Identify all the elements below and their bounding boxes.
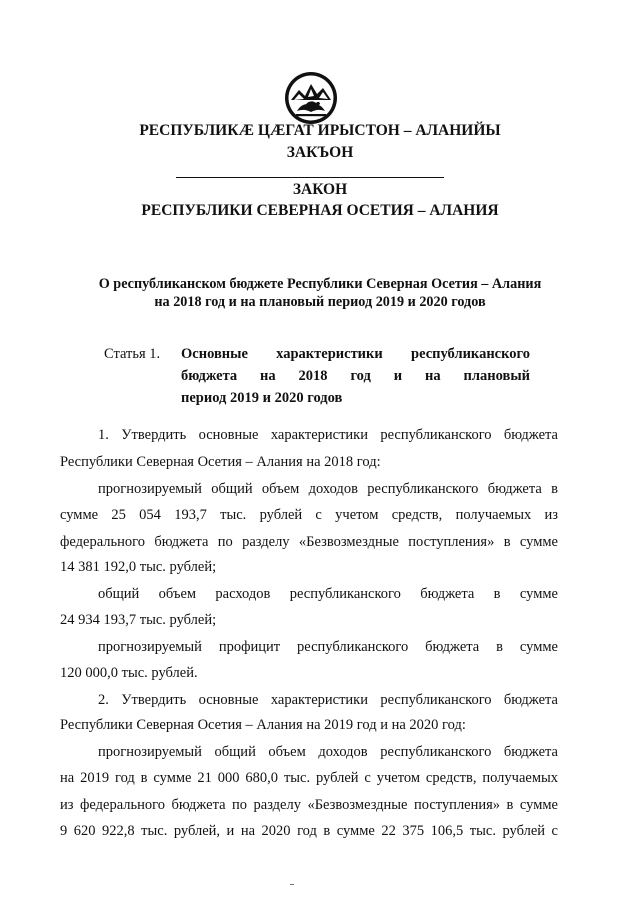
body-line: прогнозируемый общий объем доходов республиканского бюджета в <box>98 481 558 497</box>
article-heading-line: период 2019 и 2020 годов <box>181 390 343 406</box>
body-line: из федерального бюджета по разделу «Безвозмездные поступления» в сумме <box>60 797 558 813</box>
body-line: 1. Утвердить основные характеристики республиканского бюджета <box>98 427 558 443</box>
article-heading-line: Основные характеристики республиканского <box>181 346 530 362</box>
body-line: прогнозируемый общий объем доходов республиканского бюджета <box>98 744 558 760</box>
law-word-ossetian: ЗАКЪОН <box>286 144 354 161</box>
body-line: Республики Северная Осетия – Алания на 2019 год и на 2020 год: <box>60 717 466 733</box>
article-heading-line: бюджета на 2018 год и на плановый <box>181 368 530 384</box>
law-title-line-1: О республиканском бюджете Республики Северная Осетия – Алания <box>98 276 542 292</box>
body-line: Республики Северная Осетия – Алания на 2018 год: <box>60 454 381 470</box>
body-line: 2. Утвердить основные характеристики республиканского бюджета <box>98 692 558 708</box>
body-line: 24 934 193,7 тыс. рублей; <box>60 612 217 628</box>
body-line: 120 000,0 тыс. рублей. <box>60 665 198 681</box>
law-title-line-2: на 2018 год и на плановый период 2019 и 2020 годов <box>154 294 486 310</box>
body-line: на 2019 год в сумме 21 000 680,0 тыс. рублей с учетом средств, получаемых <box>60 770 558 786</box>
body-line: прогнозируемый профицит республиканского бюджета в сумме <box>98 639 558 655</box>
body-line: 9 620 922,8 тыс. рублей, и на 2020 год в сумме 22 375 106,5 тыс. рублей с <box>60 823 558 839</box>
republic-name-russian: РЕСПУБЛИКИ СЕВЕРНАЯ ОСЕТИЯ – АЛАНИЯ <box>141 202 499 219</box>
law-word-russian: ЗАКОН <box>292 181 348 198</box>
body-line: 14 381 192,0 тыс. рублей; <box>60 559 217 575</box>
body-line: федерального бюджета по разделу «Безвозмездные поступления» в сумме <box>60 534 558 550</box>
coat-of-arms-emblem <box>283 70 339 126</box>
article-label: Статья 1. <box>104 346 161 362</box>
body-line: сумме 25 054 193,7 тыс. рублей с учетом средств, получаемых из <box>60 507 558 523</box>
republic-name-ossetian: РЕСПУБЛИКӔ ЦӔГАТ ИРЫСТОН – АЛАНИЙЫ <box>139 122 501 139</box>
header-divider <box>176 177 444 178</box>
scan-speck <box>290 884 294 885</box>
body-line: общий объем расходов республиканского бюджета в сумме <box>98 586 558 602</box>
